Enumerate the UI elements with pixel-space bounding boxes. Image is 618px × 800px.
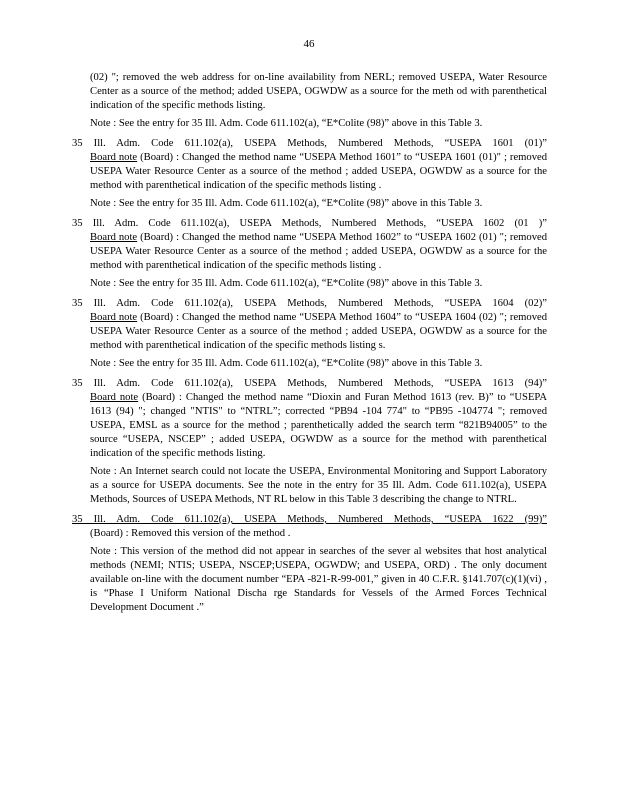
- entry-body-block: [72, 311, 547, 353]
- entry-usepa-1622: [72, 513, 547, 615]
- entry-body: (Board) : Changed the method name “USEPA Method 1602” to “USEPA 1602 (01) "; removed USEPA Water Resource Center as a source of the method ; added USEPA, OGWDW as a source for the method with parenthetical indication of the specific methods listing .: [90, 232, 547, 271]
- entry-note: Note : See the entry for 35 Ill. Adm. Code 611.102(a), “E*Colite (98)” above in this Table 3.: [90, 358, 483, 369]
- entry-body: (Board) : Changed the method name “USEPA Method 1601” to “USEPA 1601 (01)" ; removed USEPA Water Resource Center as a source of the method ; added USEPA, OGWDW as a source for the method with parenthetical indication of the specific methods listing .: [90, 152, 547, 191]
- document-body: [72, 71, 547, 615]
- entry-body-block: [72, 391, 547, 461]
- page-number: 46: [303, 38, 315, 50]
- board-note-label: Board note: [90, 392, 139, 403]
- entry-continuation: [72, 71, 547, 131]
- entry-body: (Board) : Changed the method name “USEPA Method 1604” to “USEPA 1604 (02) "; removed USEPA Water Resource Center as a source of the method ; added USEPA, OGWDW as a source for the method with parenthetical indication of the specific methods listing s.: [90, 312, 547, 351]
- entry-note: Note : This version of the method did not appear in searches of the sever al websites that host analytical methods (NEMI; NTIS; USEPA, NSCEP;USEPA, OGWDW; and USEPA, ORD) . The only document available on-line with the document number “EPA -821-R-99-001,” given in 40 C.F.R. §141.707(c)(1)(vi) , is “Phase I Uniform National Discha rge Standards for Vessels of the Armed Forces Technical Development Document .”: [90, 546, 547, 613]
- board-note-label: Board note: [90, 232, 138, 243]
- entry-usepa-1604: [72, 297, 547, 371]
- entry-note: Note : See the entry for 35 Ill. Adm. Code 611.102(a), “E*Colite (98)” above in this Table 3.: [90, 198, 483, 209]
- entry-body: (Board) : Changed the method name “Dioxin and Furan Method 1613 (rev. B)” to “USEPA 1613 (94) "; changed "NTIS" to “NTRL”; corrected “PB94 -104 774" to “PB95 -104774 "; removed USEPA, EMSL as a source for the method ; parenthetically added the search term “821B94005” to the source “USEPA, NSCEP” ; added USEPA, OGWDW as a source for the method with parenthetical indication of the specific methods listing.: [90, 392, 547, 459]
- entry-body: (Board) : Removed this version of the method .: [90, 528, 291, 539]
- entry-heading: 35 Ill. Adm. Code 611.102(a), USEPA Methods, Numbered Methods, “USEPA 1604 (02)”: [72, 298, 547, 309]
- entry-body: (02) "; removed the web address for on-line availability from NERL; removed USEPA, Water Resource Center as a source of the method; added USEPA, OGWDW as a source for the meth od with parenthetical indication of the specific methods listing.: [90, 72, 547, 111]
- entry-heading: 35 Ill. Adm. Code 611.102(a), USEPA Methods, Numbered Methods, “USEPA 1601 (01)”: [72, 138, 547, 149]
- entry-usepa-1601: [72, 137, 547, 211]
- entry-heading: 35 Ill. Adm. Code 611.102(a), USEPA Methods, Numbered Methods, “USEPA 1613 (94)”: [72, 378, 547, 389]
- entry-note: Note : An Internet search could not locate the USEPA, Environmental Monitoring and Support Laboratory as a source for USEPA documents. See the note in the entry for 35 Ill. Adm. Code 611.102(a), USEPA Methods, Sources of USEPA Methods, NT RL below in this Table 3 describing the change to NTRL.: [90, 466, 547, 505]
- entry-note: Note : See the entry for 35 Ill. Adm. Code 611.102(a), “E*Colite (98)” above in this Table 3.: [90, 118, 483, 129]
- entry-heading: 35 Ill. Adm. Code 611.102(a), USEPA Methods, Numbered Methods, “USEPA 1622 (99)”: [72, 514, 547, 525]
- entry-body-block: [72, 151, 547, 193]
- entry-body-block: [72, 231, 547, 273]
- entry-usepa-1602: [72, 217, 547, 291]
- board-note-label: Board note: [90, 152, 138, 163]
- entry-usepa-1613: [72, 377, 547, 507]
- board-note-label: Board note: [90, 312, 138, 323]
- entry-note: Note : See the entry for 35 Ill. Adm. Code 611.102(a), “E*Colite (98)” above in this Table 3.: [90, 278, 483, 289]
- entry-heading: 35 Ill. Adm. Code 611.102(a), USEPA Methods, Numbered Methods, “USEPA 1602 (01 )”: [72, 218, 547, 229]
